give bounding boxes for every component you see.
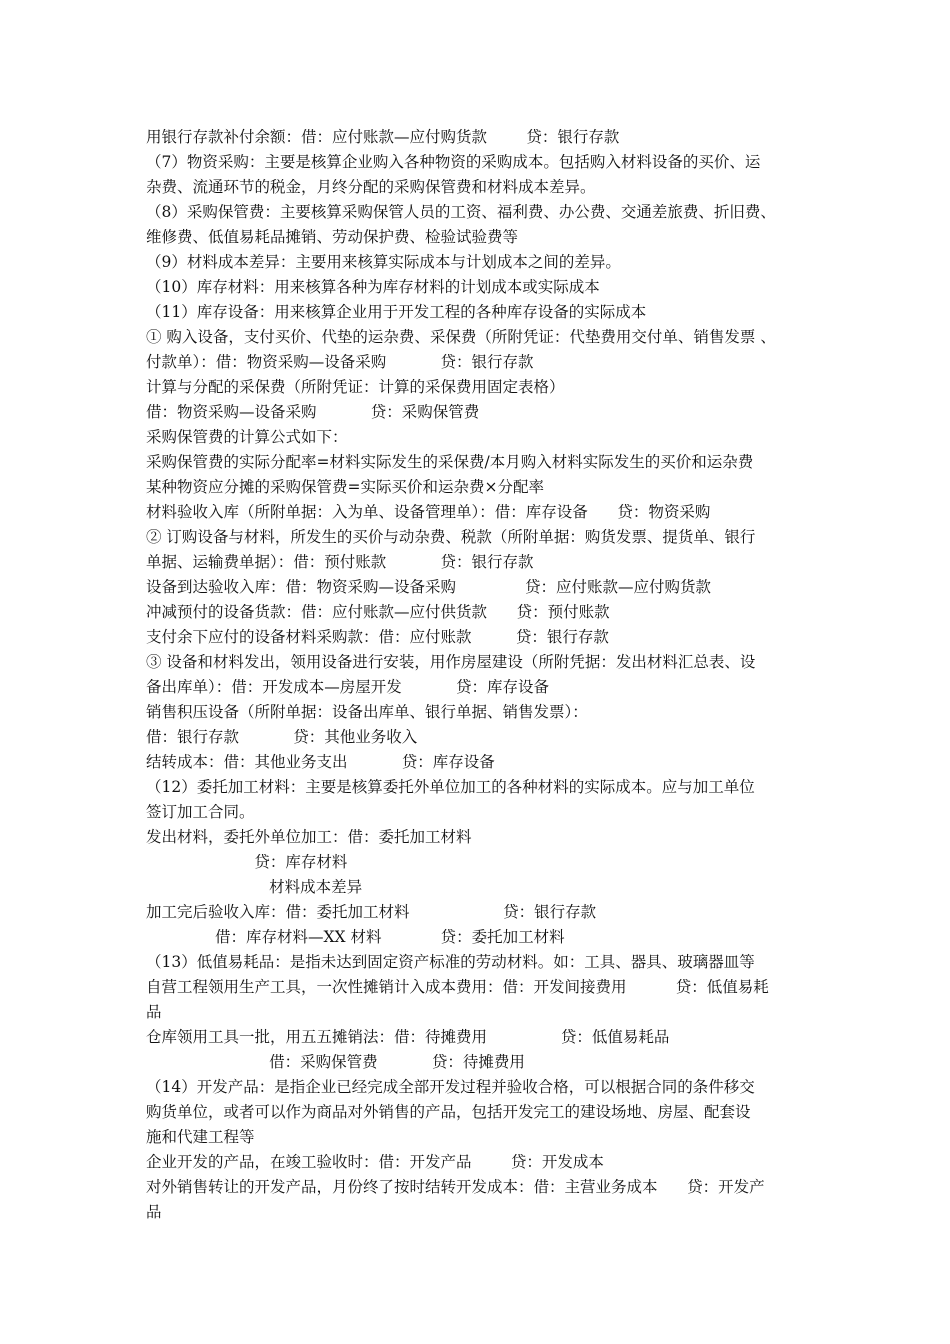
text-line: 销售积压设备（所附单据：设备出库单、银行单据、销售发票）：: [146, 703, 588, 721]
text-line: （8）采购保管费：主要核算采购保管人员的工资、福利费、办公费、交通差旅费、折旧费、: [146, 203, 776, 221]
text-line: 施和代建工程等: [146, 1128, 255, 1146]
text-line: 自营工程领用生产工具，一次性摊销计入成本费用：借：开发间接费用 贷：低值易耗: [146, 978, 769, 996]
text-line: 材料验收入库（所附单据：入为单、设备管理单）：借：库存设备 贷：物资采购: [146, 503, 711, 521]
text-line: 维修费、低值易耗品摊销、劳动保护费、检验试验费等: [146, 228, 519, 246]
text-line: （12）委托加工材料：主要是核算委托外单位加工的各种材料的实际成本。应与加工单位: [146, 778, 755, 796]
text-line: 借：库存材料—XX 材料 贷：委托加工材料: [146, 928, 565, 946]
text-line: 支付余下应付的设备材料采购款：借：应付账款 贷：银行存款: [146, 628, 609, 646]
text-line: 对外销售转让的开发产品，月份终了按时结转开发成本：借：主营业务成本 贷：开发产: [146, 1178, 765, 1196]
text-line: （13）低值易耗品：是指未达到固定资产标准的劳动材料。如：工具、器具、玻璃器皿等: [146, 953, 755, 971]
text-line: （10）库存材料：用来核算各种为库存材料的计划成本或实际成本: [146, 278, 600, 296]
text-line: 付款单）：借：物资采购—设备采购 贷：银行存款: [146, 353, 534, 371]
text-line: （9）材料成本差异：主要用来核算实际成本与计划成本之间的差异。: [146, 253, 621, 271]
text-line: 品: [146, 1003, 162, 1021]
text-line: 签订加工合同。: [146, 803, 255, 821]
text-line: 借：物资采购—设备采购 贷：采购保管费: [146, 403, 480, 421]
text-line: ② 订购设备与材料，所发生的买价与动杂费、税款（所附单据：购货发票、提货单、银行: [146, 528, 756, 546]
text-line: 用银行存款补付余额：借：应付账款—应付购货款 贷：银行存款: [146, 128, 620, 146]
text-line: 采购保管费的实际分配率=材料实际发生的采保费/本月购入材料实际发生的买价和运杂费: [146, 453, 754, 471]
text-line: ① 购入设备，支付买价、代垫的运杂费、采保费（所附凭证：代垫费用交付单、销售发票 、: [146, 328, 776, 346]
text-line: 冲减预付的设备货款：借：应付账款—应付供货款 贷：预付账款: [146, 603, 610, 621]
text-line: 仓库领用工具一批，用五五摊销法：借：待摊费用 贷：低值易耗品: [146, 1028, 670, 1046]
text-line: （14）开发产品：是指企业已经完成全部开发过程并验收合格，可以根据合同的条件移交: [146, 1078, 755, 1096]
text-line: 单据、运输费单据）：借：预付账款 贷：银行存款: [146, 553, 534, 571]
text-line: 结转成本：借：其他业务支出 贷：库存设备: [146, 753, 495, 771]
text-line: 某种物资应分摊的采购保管费=实际买价和运杂费×分配率: [146, 478, 544, 496]
text-line: 采购保管费的计算公式如下：: [146, 428, 348, 446]
text-line: ③ 设备和材料发出，领用设备进行安装，用作房屋建设（所附凭据：发出材料汇总表、设: [146, 653, 756, 671]
text-line: 杂费、流通环节的税金，月终分配的采购保管费和材料成本差异。: [146, 178, 596, 196]
text-line: 借：采购保管费 贷：待摊费用: [146, 1053, 525, 1071]
text-line: 备出库单）：借：开发成本—房屋开发 贷：库存设备: [146, 678, 549, 696]
text-line: 贷：库存材料: [146, 853, 348, 871]
text-line: 购货单位，或者可以作为商品对外销售的产品，包括开发完工的建设场地、房屋、配套设: [146, 1103, 751, 1121]
text-line: 材料成本差异: [146, 878, 363, 896]
text-line: 计算与分配的采保费（所附凭证：计算的采保费用固定表格）: [146, 378, 565, 396]
text-line: 加工完后验收入库：借：委托加工材料 贷：银行存款: [146, 903, 597, 921]
text-line: 设备到达验收入库：借：物资采购—设备采购 贷：应付账款—应付购货款: [146, 578, 711, 596]
text-line: （11）库存设备：用来核算企业用于开发工程的各种库存设备的实际成本: [146, 303, 647, 321]
text-line: 品: [146, 1203, 162, 1221]
text-line: 发出材料，委托外单位加工：借：委托加工材料: [146, 828, 472, 846]
text-line: （7）物资采购：主要是核算企业购入各种物资的采购成本。包括购入材料设备的买价、运: [146, 153, 761, 171]
text-line: 企业开发的产品，在竣工验收时：借：开发产品 贷：开发成本: [146, 1153, 604, 1171]
text-line: 借：银行存款 贷：其他业务收入: [146, 728, 418, 746]
